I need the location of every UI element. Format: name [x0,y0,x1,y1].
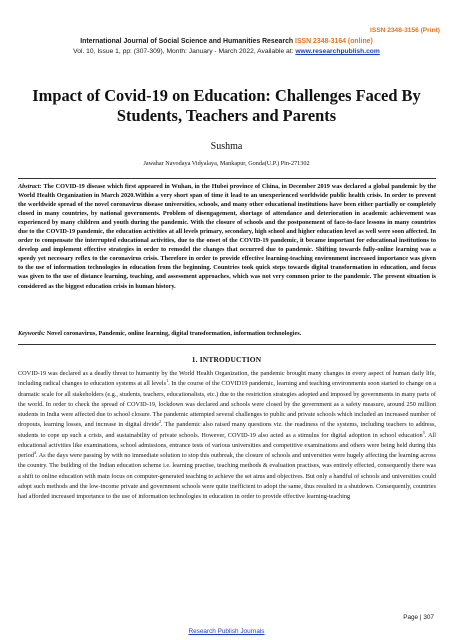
page-number: Page | 307 [403,614,434,621]
intro-text-2: . In the course of the COVID19 pandemic, learning and teaching environments soon started to change on a dramatic scale for all stakeholders (e.g., students, teachers, educationalists, etc.) due to the restriction strategies adopted and imposed by governments in many parts of the world. In order to check the spread of COVID-19, lockdown was declared and schools were closed by the government as a safety measure, around 250 million students in India were affected due to school closure. The pandemic attempted several challenges to public and private schools which included an increased number of dropouts, learning losses, and increase in digital divide [18,380,436,429]
abstract-label: Abstract: [18,183,42,190]
author-name: Sushma [210,141,243,152]
issn-print: ISSN 2348-3156 (Print) [370,27,440,34]
citation-ref[interactable]: 4 [33,449,36,455]
intro-text-5: . As the days were passing by with no immediate solution to stop this outbreak, the closure of schools and universities were hugely affecting the learning across the country. The building of the Indian education scheme i.e. learning practise, teaching methods & evaluation practises, was entirely effected, consequently there was a shift to online education with main focus on computer-generated teaching to achieve the set aims and objectives. But only a handful of schools and universities could adopt such methods and the low-income private and government schools were quite inefficient to adopt the same, thus resulted in a shutdown. Consequently, countries had afforded increased importance to the use of information technologies in education in order to provide effective learning-teaching [18,452,436,500]
journal-header [0,38,453,45]
issn-online: ISSN 2348-3164 (online) [295,38,373,45]
author-affiliation: Jawahar Navodaya Vidyalaya, Mankapur, Gonda(U.P.) Pin-271302 [143,160,310,167]
volume-info: Vol. 10, Issue 1, pp: (307-309), Month: January - March 2022, Available at: [73,48,296,55]
keywords-text: Novel coronavirus, Pandemic, online learning, digital transformation, information technologies. [45,330,302,337]
citation-ref[interactable]: 2 [159,419,162,425]
volume-info-line [0,48,453,55]
keywords-label: Keywords: [18,330,46,337]
citation-ref[interactable]: 1 [166,378,169,384]
intro-text-4: . All educational activities like examinations, school admissions, entrance tests of various universities and competitive examinations and others were being held during this period [18,431,436,459]
publisher-footer-link[interactable]: Research Publish Journals [188,628,265,635]
abstract-bottom-rule [18,344,436,345]
website-link[interactable]: www.researchpublish.com [295,48,380,55]
abstract-top-rule [18,178,436,179]
keywords [18,330,436,337]
citation-ref[interactable]: 3 [422,429,425,435]
intro-text-1: COVID-19 was declared as a deadly threat to humanity by the World Health Organization, the pandemic brought many changes in every aspect of human daily life, including radical changes to education systems at all levels [18,370,436,388]
abstract [18,182,436,291]
section-heading: 1. INTRODUCTION [191,355,262,364]
journal-name: International Journal of Social Science and Humanities Research [80,38,294,45]
article-title: Impact of Covid-19 on Education: Challenges Faced By Students, Teachers and Parents [32,86,421,125]
introduction-body [18,369,436,502]
abstract-text: The COVID-19 disease which first appeared in Wuhan, in the Hubei province of China, in December 2019 was declared a global pandemic by the World Health Organization in March 2020.Within a very short span of time it lead to an unexperienced worldwide public health crisis. In order to prevent the worldwide spread of the novel coronavirus disease universities, schools, and many other educational institutions have been either partially or completely closed in many countries, by national governments. Problem of disengagement, shortage of attendance and deterioration in academic achievement was experienced by many children and youth during the pandemic. With the closure of schools and the postponement of face-to-face lessons in many countries due to the COVID-19 pandemic, the education activities at all levels primary, secondary, high school and higher education level as well were soon affected. In order to compensate the interrupted educational activities, due to the onset of the COVID-19 pandemic, it became important for educational institutions to develop and implement effective strategies in order to remodel the changes that occurred due to pandemic. Shifting towards fully-online learning was a speedy yet necessary reflex to the coronavirus crisis. Therefore in order to provide effective learning-teaching environment increased importance was given to the use of information technologies in education from the beginning. Countries took quick steps towards digital transformation in education, and focus was given to the use of distance learning, teaching, and assessment approaches, which was not very common prior to the pandemic. The present situation is considered as the biggest education crisis in human history. [18,183,436,290]
intro-text-3: . The pandemic also raised many questions viz. the readiness of the systems, including teachers to address, students to cope up such a crisis, and sustainability of private schools. However, COVID-19 also acted as a stimulus for digital adoption in school education [18,421,436,439]
